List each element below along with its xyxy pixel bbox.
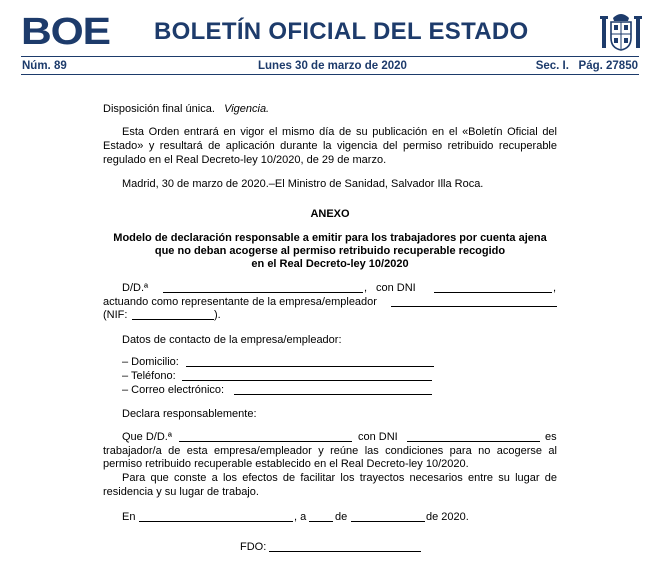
contact-heading: Datos de contacto de la empresa/empleador:	[122, 334, 342, 346]
dd-con-dni: con DNI	[376, 282, 416, 294]
signature-field[interactable]	[269, 541, 421, 552]
final-provision-label: Disposición final única.	[103, 103, 215, 115]
worker-con-dni: con DNI	[358, 431, 398, 443]
form-title-line2: que no deban acogerse al permiso retribuido recuperable recogido	[154, 245, 506, 257]
purpose-line2: residencia y su lugar de trabajo.	[103, 486, 259, 498]
phone-field[interactable]	[182, 370, 432, 381]
representative-text: actuando como representante de la empresa/empleador	[103, 296, 377, 308]
page-header	[0, 0, 656, 80]
dd-name-field[interactable]	[163, 282, 363, 293]
address-field[interactable]	[186, 356, 434, 367]
nif-field[interactable]	[132, 309, 214, 320]
header-rule-top	[21, 56, 639, 57]
dd-comma: ,	[364, 282, 368, 294]
que-dd-label: Que D/D.ª	[122, 431, 172, 443]
signature-label: FDO:	[240, 541, 267, 553]
signature-line: Madrid, 30 de marzo de 2020.–El Ministro de Sanidad, Salvador Illa Roca.	[122, 178, 484, 190]
email-label: – Correo electrónico:	[122, 384, 225, 396]
form-title-line3: en el Real Decreto-ley 10/2020	[251, 258, 409, 270]
worker-line3: permiso retribuido recuperable establecido en el Real Decreto-ley 10/2020.	[103, 458, 469, 470]
dd-comma-end: ,	[553, 282, 557, 294]
boe-logo: BOE	[21, 11, 110, 53]
declares-heading: Declara responsablemente:	[122, 408, 257, 420]
address-label: – Domicilio:	[122, 356, 179, 368]
worker-dni-field[interactable]	[407, 431, 540, 442]
nif-close: ).	[214, 309, 221, 321]
issue-date: Lunes 30 de marzo de 2020	[258, 60, 407, 72]
para1-line1: Esta Orden entrará en vigor el mismo día de su publicación en el «Boletín Oficial del	[122, 126, 557, 138]
form-title-line1: Modelo de declaración responsable a emitir para los trabajadores por cuenta ajena	[113, 232, 547, 244]
place-en: En	[122, 511, 136, 523]
dd-dni-field[interactable]	[434, 282, 552, 293]
nif-open: (NIF:	[103, 309, 128, 321]
company-field[interactable]	[391, 296, 557, 307]
email-field[interactable]	[234, 384, 432, 395]
purpose-line1: Para que conste a los efectos de facilitar los trayectos necesarios entre su lugar de	[122, 472, 557, 484]
place-de: de	[335, 511, 348, 523]
worker-es: es	[545, 431, 557, 443]
place-a: , a	[294, 511, 307, 523]
coat-of-arms-icon	[600, 10, 642, 54]
header-rule-bottom	[21, 74, 639, 75]
place-field[interactable]	[139, 511, 293, 522]
month-field[interactable]	[351, 511, 425, 522]
issue-number: Núm. 89	[22, 60, 67, 72]
section-page: Sec. I. Pág. 27850	[535, 60, 638, 72]
final-provision-title: Vigencia.	[224, 103, 270, 115]
place-year: de 2020.	[426, 511, 469, 523]
annex-title: ANEXO	[310, 208, 350, 220]
dd-label: D/D.ª	[122, 282, 149, 294]
phone-label: – Teléfono:	[122, 370, 176, 382]
day-field[interactable]	[309, 511, 333, 522]
para1-line3: regulado en el Real Decreto-ley 10/2020, de 29 de marzo.	[103, 154, 387, 166]
page-title: BOLETÍN OFICIAL DEL ESTADO	[154, 18, 529, 45]
para1-line2: Estado» y resultará de aplicación durante la vigencia del permiso retribuido recuperable	[103, 140, 557, 152]
final-provision-heading	[103, 103, 269, 116]
worker-name-field[interactable]	[179, 431, 352, 442]
worker-line2: trabajador/a de esta empresa/empleador y reúne las condiciones para no acogerse al	[103, 445, 557, 457]
